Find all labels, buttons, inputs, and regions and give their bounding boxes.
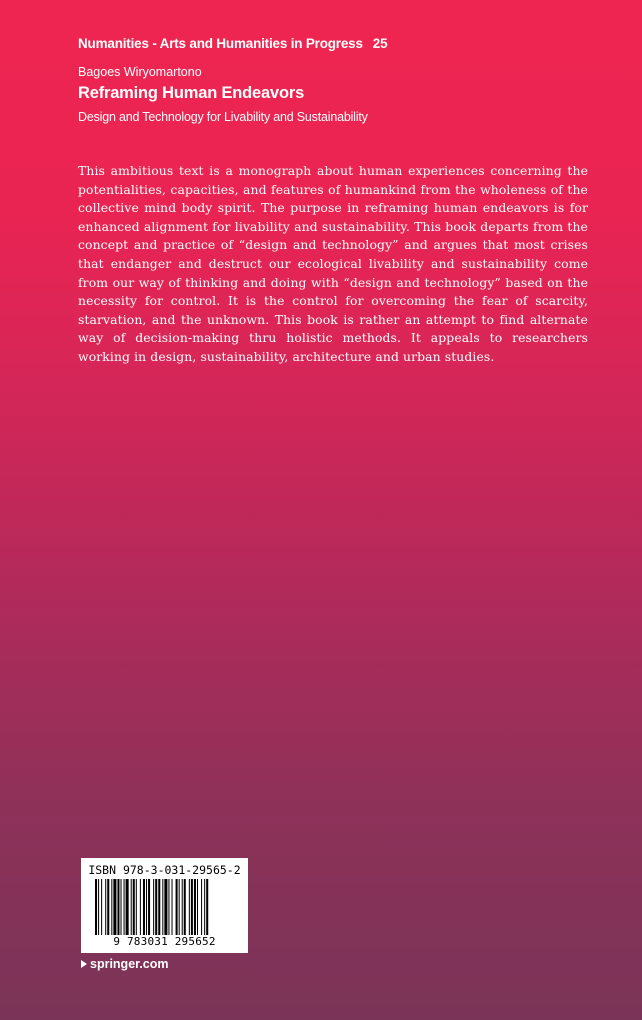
barcode-bar <box>182 879 183 935</box>
author-name: Bagoes Wiryomartono <box>78 65 202 79</box>
barcode-bar <box>172 879 173 935</box>
barcode-bar <box>98 879 99 935</box>
barcode-bar <box>155 879 157 935</box>
publisher-website[interactable] <box>81 957 169 971</box>
isbn-label: ISBN 978-3-031-29565-2 <box>88 863 241 877</box>
barcode-bar <box>136 879 137 935</box>
barcode-bar <box>117 879 119 935</box>
series-name: Numanities - Arts and Humanities in Progress <box>78 36 363 51</box>
barcode-bar <box>105 879 106 935</box>
isbn-barcode <box>81 858 248 953</box>
barcode-digits: 9 783031 295652 <box>113 935 216 948</box>
website-label: springer.com <box>90 957 169 971</box>
barcode-bar <box>204 879 205 935</box>
arrow-right-icon <box>81 960 87 968</box>
barcode-bar <box>131 879 132 935</box>
barcode-bar <box>191 879 193 935</box>
book-subtitle: Design and Technology for Livability and Sustainability <box>78 110 368 124</box>
book-blurb: This ambitious text is a monograph about human experiences concerning the potentialities, capacities, and features of humankind from the wholeness of the collective mind body spirit. The purpose in reframing human endeavors is for enhanced alignment for livability and sustainability. This book departs from the concept and practice of “design and technology” and argues that most crises that endanger and destruct our ecological livability and sustainability come from our way of thinking and doing with “design and technology” based on the necessity for control. It is the control for overcoming the fear of scarcity, starvation, and the unknown. This book is rather an attempt to find alternate way of decision-making thru holistic methods. It appeals to researchers working in design, sustainability, architecture and urban studies. <box>78 163 588 364</box>
barcode-bar <box>194 879 196 935</box>
series-volume: 25 <box>372 36 388 51</box>
barcode-bar <box>121 879 122 935</box>
barcode-bar <box>184 879 186 935</box>
barcode-bar <box>124 879 125 935</box>
barcode-bar <box>168 879 169 935</box>
barcode-bar <box>189 879 190 935</box>
barcode-bar <box>143 879 145 935</box>
barcode-bar <box>158 879 160 935</box>
barcode-bar <box>146 879 147 935</box>
barcode-bar <box>133 879 135 935</box>
barcode-bar <box>101 879 102 935</box>
series-line <box>78 36 387 51</box>
barcode-bars <box>95 879 235 935</box>
barcode-bar <box>206 879 208 935</box>
barcode-bar <box>113 879 116 935</box>
barcode-bar <box>153 879 154 935</box>
barcode-bar <box>140 879 141 935</box>
barcode-bar <box>197 879 198 935</box>
barcode-bar <box>176 879 178 935</box>
barcode-bar <box>148 879 150 935</box>
book-title: Reframing Human Endeavors <box>78 84 305 102</box>
barcode-bar <box>107 879 109 935</box>
barcode-bar <box>111 879 112 935</box>
barcode-bar <box>201 879 202 935</box>
barcode-bar <box>95 879 97 935</box>
barcode-bar <box>126 879 129 935</box>
barcode-bar <box>179 879 180 935</box>
barcode-bar <box>164 879 167 935</box>
barcode-bar <box>162 879 163 935</box>
